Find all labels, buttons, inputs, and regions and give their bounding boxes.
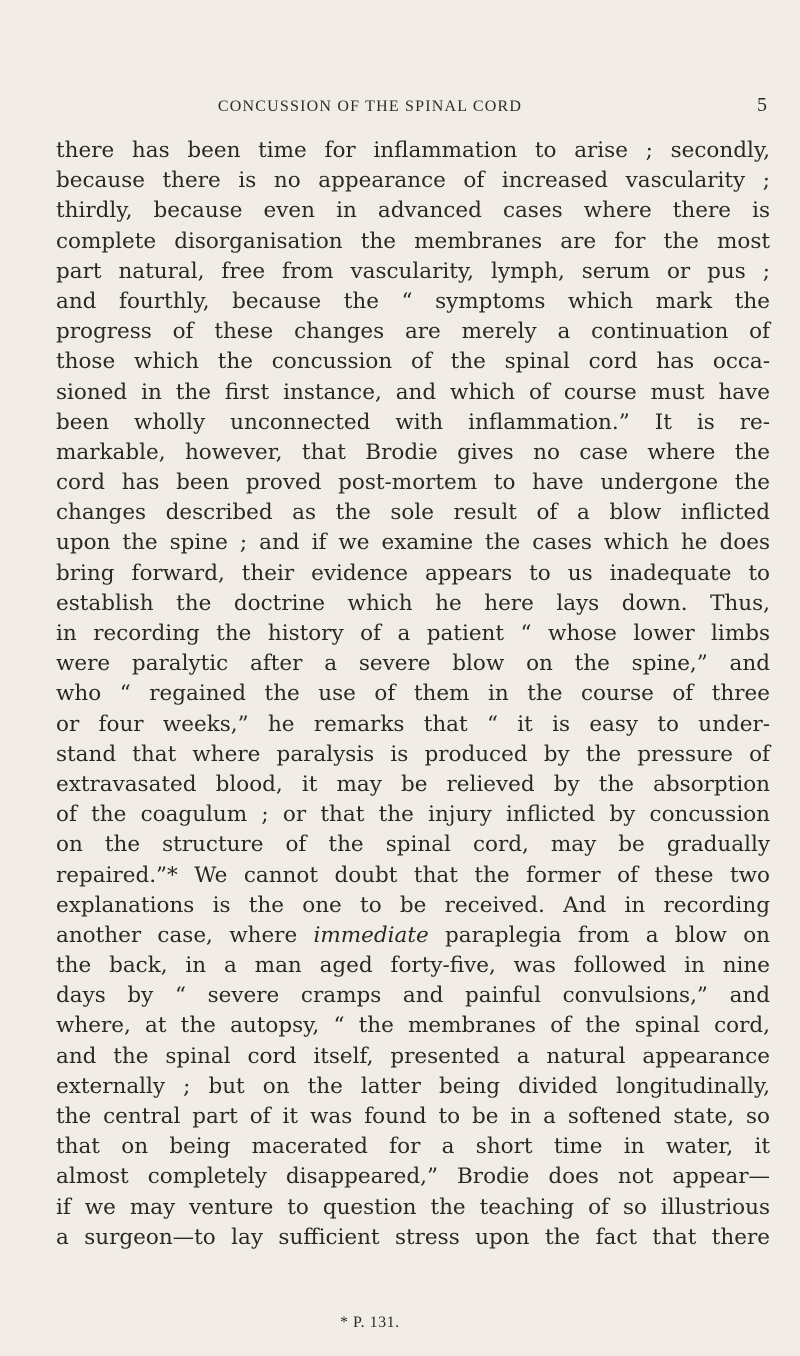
footnote: * P. 131. xyxy=(340,1314,400,1331)
text-line: in recording the history of a patient “ whose lower limbs xyxy=(56,621,770,646)
text-line: where, at the autopsy, “ the membranes of the spinal cord, xyxy=(56,1013,770,1039)
text-line: changes described as the sole result of a blow inflicted xyxy=(56,500,770,526)
body-text xyxy=(56,136,770,1253)
text-line: or four weeks,” he remarks that “ it is easy to under- xyxy=(56,711,770,737)
text-line: explanations is the one to be received. And in recording xyxy=(56,892,770,918)
text-line: a surgeon—to lay sufficient stress upon the fact that there xyxy=(56,1224,770,1250)
text-line: repaired.”* We cannot doubt that the former of these two xyxy=(56,862,770,888)
text-line: markable, however, that Brodie gives no case where the xyxy=(56,439,770,465)
text-line: been wholly unconnected with inflammation.” It is re- xyxy=(56,409,770,435)
text-line: if we may venture to question the teaching of so illustrious xyxy=(56,1194,770,1220)
text-segment: paraplegia from a blow on xyxy=(445,922,770,948)
text-line: of the coagulum ; or that the injury inflicted by concussion xyxy=(56,802,770,828)
text-line: externally ; but on the latter being divided longitudinally, xyxy=(56,1073,770,1099)
emphasis-immediate: immediate xyxy=(313,922,429,948)
text-line: there has been time for inflammation to arise ; secondly, xyxy=(56,138,770,163)
text-line: part natural, free from vascularity, lymph, serum or pus ; xyxy=(56,258,770,284)
text-line: and fourthly, because the “ symptoms which mark the xyxy=(56,288,770,314)
text-line: bring forward, their evidence appears to us inadequate to xyxy=(56,560,770,586)
text-line: sioned in the first instance, and which of course must have xyxy=(56,379,770,405)
text-line: establish the doctrine which he here lays down. Thus, xyxy=(56,590,770,616)
text-line: progress of these changes are merely a continuation of xyxy=(56,319,770,345)
text-line: that on being macerated for a short time in water, it xyxy=(56,1134,770,1160)
running-title: CONCUSSION OF THE SPINAL CORD xyxy=(217,98,523,115)
text-line: those which the concussion of the spinal cord has occa- xyxy=(56,349,770,375)
text-line: were paralytic after a severe blow on the spine,” and xyxy=(56,651,770,677)
text-line: and the spinal cord itself, presented a natural appearance xyxy=(56,1043,770,1069)
text-line: on the structure of the spinal cord, may be gradually xyxy=(56,832,770,858)
text-segment: another case, where xyxy=(56,922,298,948)
text-line: days by “ severe cramps and painful convulsions,” and xyxy=(56,983,770,1009)
text-line: the back, in a man aged forty-five, was followed in nine xyxy=(56,953,770,979)
text-line: who “ regained the use of them in the course of three xyxy=(56,681,770,707)
text-line: upon the spine ; and if we examine the cases which he does xyxy=(56,530,770,556)
text-line: extravasated blood, it may be relieved by the absorption xyxy=(56,771,770,797)
page-number: 5 xyxy=(757,94,767,116)
text-line: complete disorganisation the membranes are for the most xyxy=(56,228,770,254)
text-line: thirdly, because even in advanced cases where there is xyxy=(56,198,770,224)
text-line: almost completely disappeared,” Brodie does not appear— xyxy=(56,1164,770,1190)
text-line: because there is no appearance of increased vascularity ; xyxy=(56,168,770,194)
text-line: the central part of it was found to be in a softened state, so xyxy=(56,1104,770,1129)
text-line: cord has been proved post-mortem to have undergone the xyxy=(56,470,770,496)
text-line-with-emphasis xyxy=(56,921,770,951)
text-line: stand that where paralysis is produced by the pressure of xyxy=(56,741,770,767)
